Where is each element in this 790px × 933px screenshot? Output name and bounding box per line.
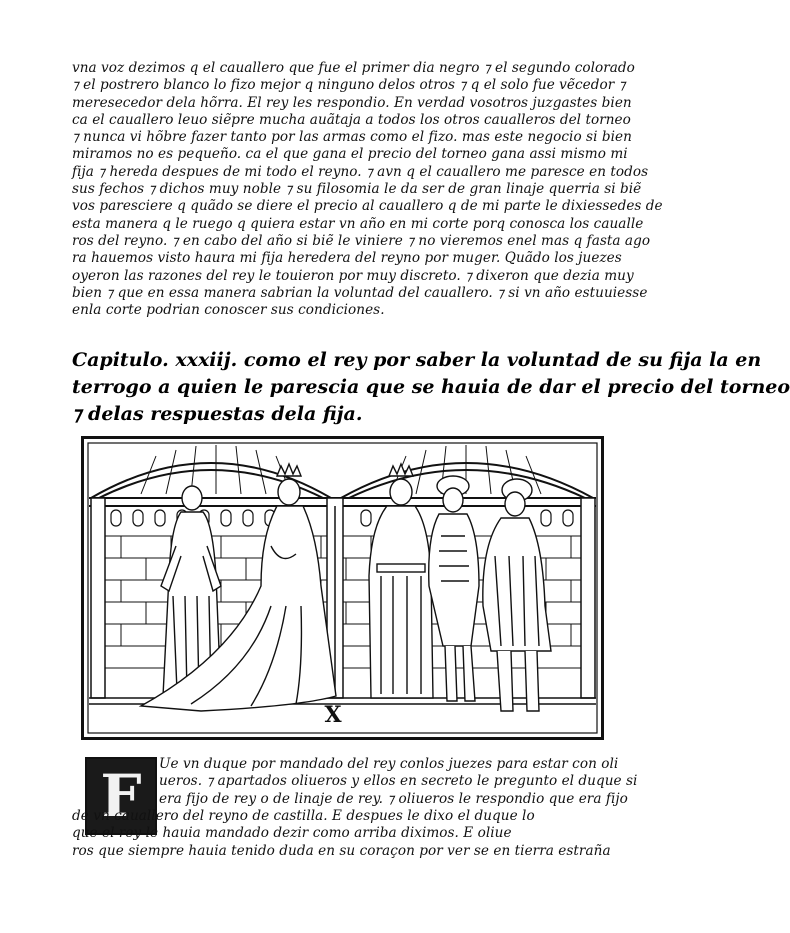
text-line: vna voz dezimos q el cauallero que fue el primer dia negro ⁊ el segundo colorado [72, 60, 635, 76]
chapter-heading [72, 347, 790, 428]
paragraph-2-full [72, 808, 639, 860]
paragraph-1 [72, 60, 663, 319]
text-line: esta manera q le ruego q quiera estar vn año en mi corte porq conosca los caualle [72, 215, 644, 232]
text-line: oyeron las razones del rey le touieron por muy discreto. ⁊ dixeron que dezia muy [72, 267, 634, 284]
text-line: ca el cauallero leuo siẽpre mucha auãtaja a todos los otros caualleros del torneo [72, 111, 631, 128]
floor-mark: X [324, 702, 342, 728]
text-line: bien ⁊ que en essa manera sabrian la voluntad del cauallero. ⁊ si vn año estuuiesse [72, 284, 648, 301]
text-line: vos paresciere q quãdo se diere el precio al cauallero q de mi parte le dixiessedes de [72, 198, 663, 215]
paragraph-2-indented [159, 756, 639, 808]
woodcut-illustration [81, 436, 604, 740]
text-line: miramos no es pequeño. ca el que gana el precio del torneo gana assi mismo mi [72, 146, 628, 163]
text-line: sus fechos ⁊ dichos muy noble ⁊ su filosomia le da ser de gran linaje querria si biẽ [72, 181, 642, 198]
text-line: ros del reyno. ⁊ en cabo del año si biẽ le viniere ⁊ no vieremos enel mas q fasta ago [72, 232, 651, 249]
heading-line: terrogo a quien le parescia que se hauia de dar el precio del torneo [72, 376, 790, 398]
text-line: Ue vn duque por mandado del rey conlos juezes para estar con oli [159, 756, 619, 772]
text-line: fija ⁊ hereda despues de mi todo el reyno. ⁊ avn q el cauallero me paresce en todos [72, 163, 649, 180]
text-line: meresecedor dela hõrra. El rey les respondio. En verdad vosotros juzgastes bien [72, 94, 632, 111]
text-line: enla corte podrian conoscer sus condiciones. [72, 302, 385, 319]
heading-line: ⁊ delas respuestas dela fija. [72, 403, 363, 425]
text-line: ⁊ nunca vi hõbre fazer tanto por las armas como el fizo. mas este negocio si bien [72, 129, 632, 146]
text-line: ra hauemos visto haura mi fija heredera del reyno por muger. Quãdo los juezes [72, 250, 622, 267]
text-line: ueros. ⁊ apartados oliueros y ellos en secreto le pregunto el duque si [159, 773, 638, 790]
text-line: ros que siempre hauia tenido duda en su coraçon por ver se en tierra estraña [72, 842, 611, 859]
heading-line: Capitulo. xxxiij. como el rey por saber la voluntad de su fija la en [72, 349, 762, 371]
initial-letter: F [100, 762, 142, 830]
text-line: ⁊ el postrero blanco lo fizo mejor q ninguno delos otros ⁊ q el solo fue vẽcedor ⁊ [72, 77, 626, 94]
text-line: era fijo de rey o de linaje de rey. ⁊ oliueros le respondio que era fijo [159, 790, 628, 807]
text-line: de vn cauallero del reyno de castilla. E despues le dixo el duque lo [72, 808, 535, 824]
text-line: que el rey le hauia mandado dezir como arriba diximos. E oliue [72, 825, 512, 842]
